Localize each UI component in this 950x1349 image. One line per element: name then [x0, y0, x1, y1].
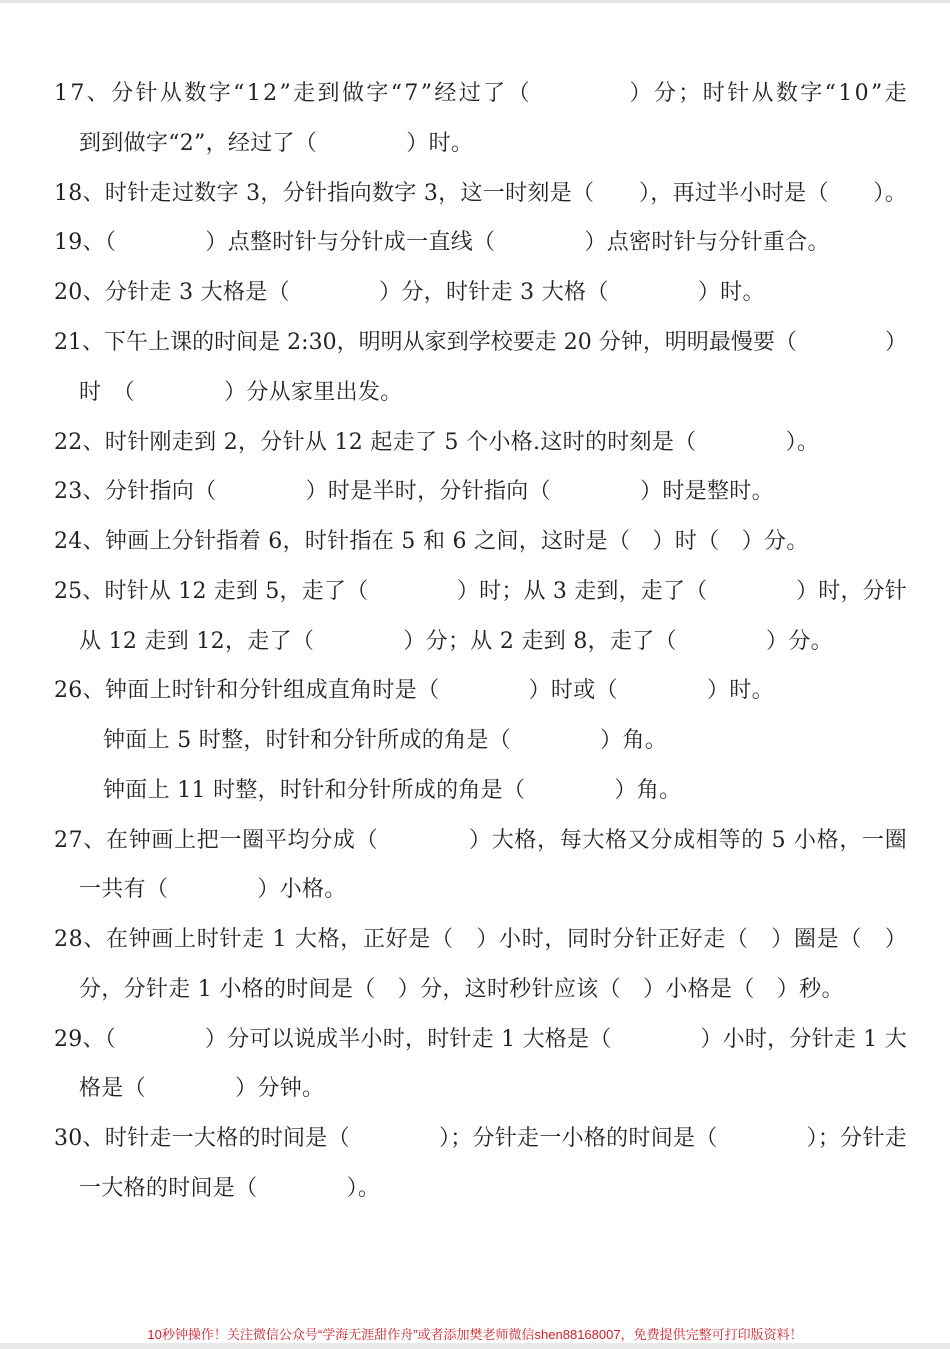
question-line: 24、钟画上分针指着 6，时针指在 5 和 6 之间，这时是（ ）时（ ）分。	[54, 529, 809, 554]
question-line: 26、钟面上时针和分针组成直角时是（ ）时或（ ）时。	[54, 678, 774, 703]
footer-promo-note: 10秒钟操作！关注微信公众号“学海无涯甜作舟”或者添加樊老师微信shen88168007，免费提供完整可打印版资料！	[147, 1327, 803, 1342]
question-line: 18、时针走过数字 3，分针指向数字 3，这一时刻是（ ），再过半小时是（ ）。	[54, 181, 908, 206]
question-line: 22、时针刚走到 2，分针从 12 起走了 5 个小格.这时的时刻是（ ）。	[54, 430, 820, 455]
question-line: 格是（ ）分钟。	[79, 1076, 325, 1101]
question-line: 20、分针走 3 大格是（ ）分，时针走 3 大格（ ）时。	[54, 280, 765, 305]
page-top-border	[0, 0, 950, 3]
question-line: 30、时针走一大格的时间是（ ）；分针走一小格的时间是（ ）；分针走	[54, 1126, 907, 1151]
question-line: 钟面上 5 时整，时针和分针所成的角是（ ）角。	[103, 728, 668, 753]
question-line: 一大格的时间是（ ）。	[79, 1176, 381, 1201]
question-line: 29、（ ）分可以说成半小时，时针走 1 大格是（ ）小时，分针走 1 大	[54, 1027, 907, 1052]
question-line: 25、时针从 12 走到 5，走了（ ）时；从 3 走到，走了（ ）时，分针	[54, 579, 907, 604]
question-line: 28、在钟画上时针走 1 大格，正好是（ ）小时，同时分针正好走（ ）圈是（ ）	[54, 927, 908, 952]
page-bottom-band	[0, 1343, 950, 1349]
question-line: 分，分针走 1 小格的时间是（ ）分，这时秒针应该（ ）小格是（ ）秒。	[79, 977, 844, 1002]
question-line: 23、分针指向（ ）时是半时，分针指向（ ）时是整时。	[54, 479, 774, 504]
question-line: 到到做字“2”，经过了（ ）时。	[79, 131, 474, 156]
question-line: 21、下午上课的时间是 2:30，明明从家到学校要走 20 分钟，明明最慢要（ ）	[54, 330, 907, 355]
question-line: 27、在钟画上把一圈平均分成（ ）大格，每大格又分成相等的 5 小格，一圈	[54, 828, 908, 853]
question-line: 17、分针从数字“12”走到做字“7”经过了（ ）分；时针从数字“10”走	[54, 81, 910, 106]
question-line: 从 12 走到 12，走了（ ）分；从 2 走到 8，走了（ ）分。	[79, 629, 833, 654]
question-line: 一共有（ ）小格。	[79, 877, 347, 902]
question-line: 钟面上 11 时整，时针和分针所成的角是（ ）角。	[103, 778, 682, 803]
question-line: 19、（ ）点整时针与分针成一直线（ ）点密时针与分针重合。	[54, 230, 830, 255]
question-line: 时 （ ）分从家里出发。	[79, 380, 403, 405]
